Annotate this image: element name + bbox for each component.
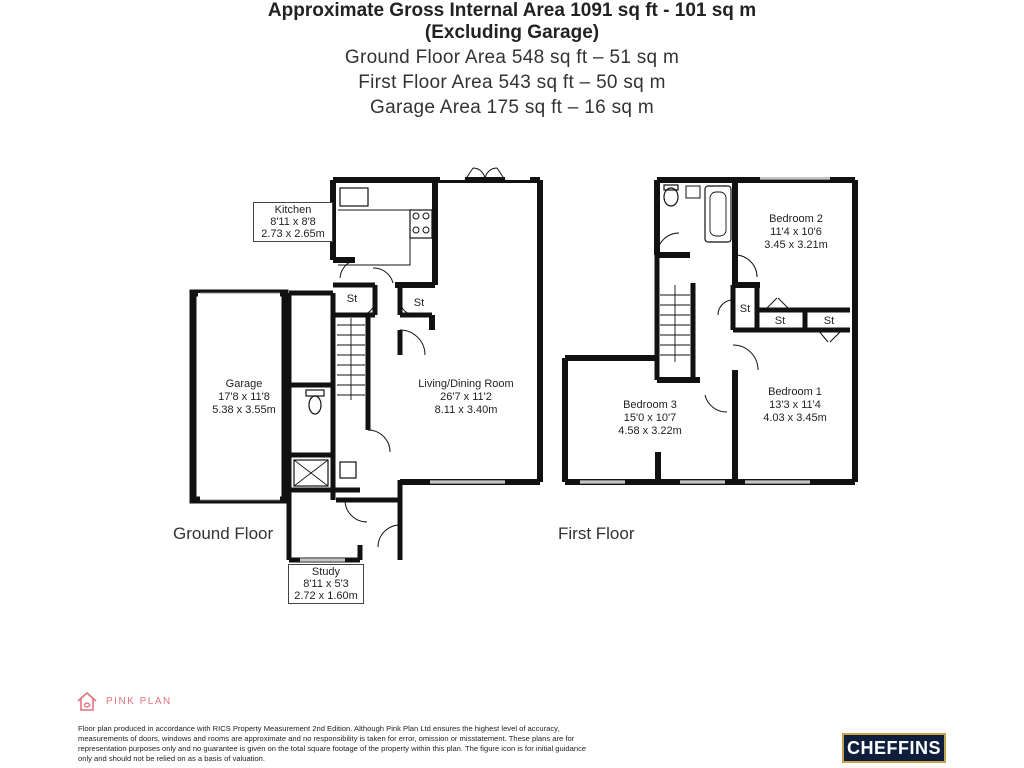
house-icon bbox=[76, 690, 98, 712]
kitchen-imperial: 8'11 x 8'8 bbox=[270, 216, 316, 228]
bathroom-walls bbox=[657, 180, 735, 255]
bedroom3-name: Bedroom 3 bbox=[623, 399, 677, 411]
store-label: St bbox=[774, 315, 786, 327]
first-floor-area: First Floor Area 543 sq ft – 50 sq m bbox=[358, 72, 666, 93]
landing-walls bbox=[657, 255, 850, 380]
ground-floor-area: Ground Floor Area 548 sq ft – 51 sq m bbox=[344, 47, 680, 68]
study-label bbox=[288, 564, 364, 604]
kitchen-walls bbox=[333, 180, 435, 285]
area-subtitle: (Excluding Garage) bbox=[424, 22, 600, 43]
garage-area: Garage Area 175 sq ft – 16 sq m bbox=[370, 97, 654, 118]
garage-imperial: 17'8 x 11'8 bbox=[218, 391, 270, 403]
study-walls bbox=[289, 500, 360, 560]
bedroom2-imperial: 11'4 x 10'6 bbox=[770, 226, 822, 238]
store-label: St bbox=[413, 297, 425, 309]
area-title: Approximate Gross Internal Area 1091 sq ft - 101 sq m bbox=[267, 0, 757, 21]
stair-treads bbox=[337, 318, 365, 400]
pink-plan-logo bbox=[76, 690, 172, 712]
living-imperial: 26'7 x 11'2 bbox=[440, 391, 492, 403]
bedroom3-imperial: 15'0 x 10'7 bbox=[623, 412, 677, 424]
bedroom2-metric: 3.45 x 3.21m bbox=[764, 239, 828, 251]
disclaimer-text: Floor plan produced in accordance with RICS Property Measurement 2nd Edition. Although Pink Plan Ltd ensures the highest level of accuracy, measurements of doors, windows and rooms are approximate and no responsibility is taken for error, omission or misstatement. These plans are for representation purposes only and no guarantee is given on the total square footage of the property within this plan. The figure icon is for initial guidance only and should not be relied on as a basis of valuation. bbox=[78, 724, 587, 763]
bedroom1-metric: 4.03 x 3.45m bbox=[763, 412, 827, 424]
store-label: St bbox=[346, 293, 358, 305]
study-name: Study bbox=[311, 566, 341, 578]
store-label: St bbox=[823, 315, 835, 327]
first-floor-label: First Floor bbox=[558, 524, 635, 543]
living-metric: 8.11 x 3.40m bbox=[434, 404, 498, 416]
store-label: St bbox=[739, 303, 751, 315]
study-metric: 2.72 x 1.60m bbox=[294, 590, 358, 602]
study-imperial: 8'11 x 5'3 bbox=[303, 578, 349, 590]
bedroom3-metric: 4.58 x 3.22m bbox=[618, 425, 682, 437]
bedroom1-name: Bedroom 1 bbox=[768, 386, 822, 398]
living-name: Living/Dining Room bbox=[418, 378, 514, 390]
kitchen-name: Kitchen bbox=[274, 204, 312, 216]
logo-text: PINK PLAN bbox=[106, 695, 172, 707]
kitchen-metric: 2.73 x 2.65m bbox=[261, 228, 325, 240]
bedroom1-imperial: 13'3 x 11'4 bbox=[769, 399, 821, 411]
kitchen-label bbox=[253, 202, 333, 242]
landing-stairs bbox=[660, 285, 690, 362]
cheffins-logo: CHEFFINS bbox=[842, 733, 946, 763]
garage-metric: 5.38 x 3.55m bbox=[212, 404, 276, 416]
hall-walls bbox=[333, 285, 432, 560]
ground-floor-label: Ground Floor bbox=[173, 524, 274, 543]
garage-name: Garage bbox=[225, 378, 263, 390]
living-room-walls bbox=[400, 180, 540, 482]
bedroom2-name: Bedroom 2 bbox=[769, 213, 823, 225]
